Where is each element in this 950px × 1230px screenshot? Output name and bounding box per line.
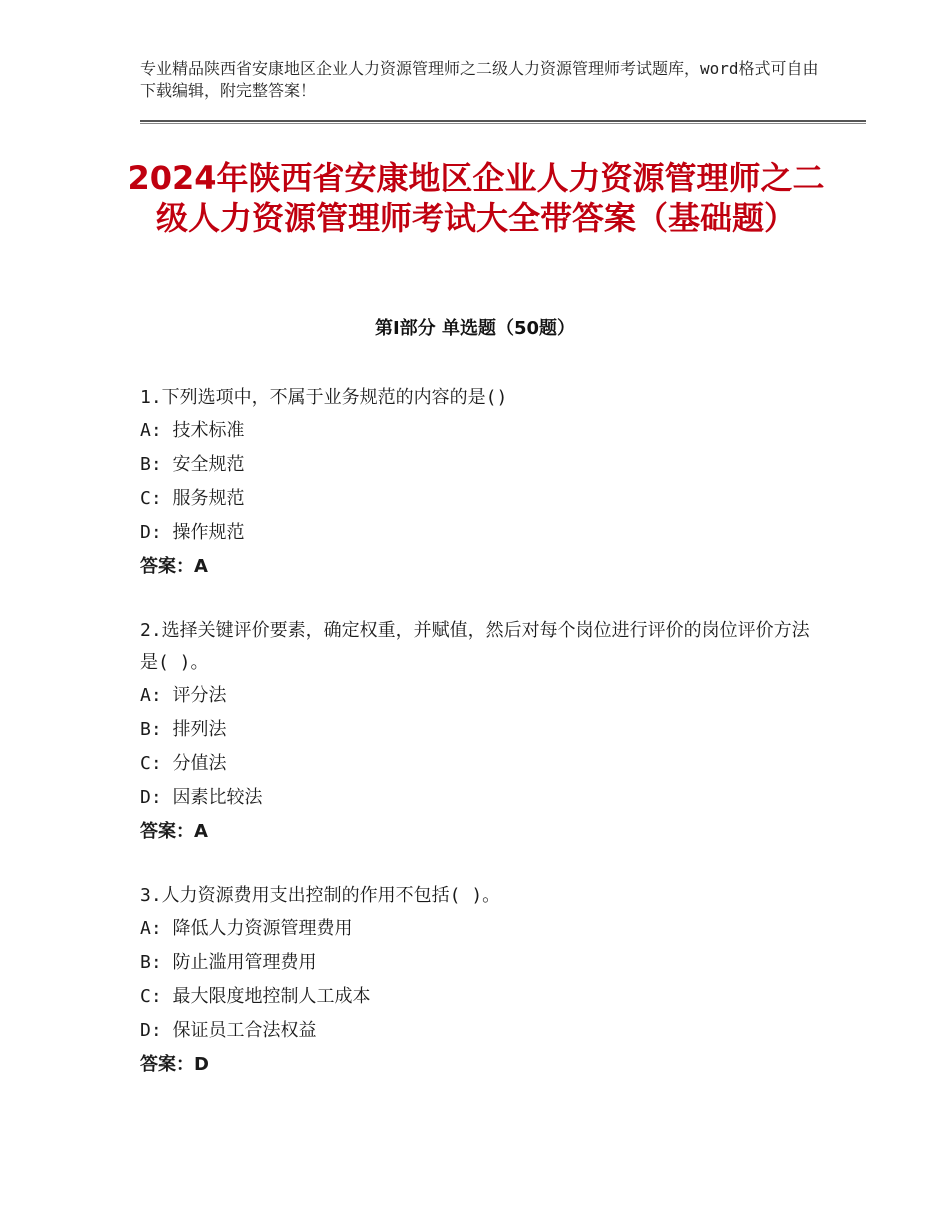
section-title: 第Ⅰ部分 单选题（50题） (374, 318, 575, 339)
header-note: 专业精品陕西省安康地区企业人力资源管理师之二级人力资源管理师考试题库，word格式可自由下载编辑，附完整答案！ (140, 59, 819, 100)
option-a: A: 降低人力资源管理费用 (140, 918, 353, 939)
question-list (140, 382, 820, 1113)
option-b: B: 防止滥用管理费用 (140, 952, 317, 973)
option-a: A: 评分法 (140, 685, 227, 706)
question-stem: 3.人力资源费用支出控制的作用不包括( )。 (140, 885, 501, 906)
answer: 答案：A (140, 821, 208, 842)
option-c: C: 最大限度地控制人工成本 (140, 986, 371, 1007)
answer: 答案：A (140, 556, 208, 577)
option-a: A: 技术标准 (140, 420, 245, 441)
answer: 答案：D (140, 1054, 209, 1075)
option-c: C: 分值法 (140, 753, 227, 774)
question-2 (140, 615, 820, 849)
option-c: C: 服务规范 (140, 488, 245, 509)
option-d: D: 操作规范 (140, 522, 245, 543)
header-divider (140, 120, 866, 124)
question-1 (140, 382, 820, 584)
option-b: B: 安全规范 (140, 454, 245, 475)
option-d: D: 保证员工合法权益 (140, 1020, 317, 1041)
document-title: 2024年陕西省安康地区企业人力资源管理师之二级人力资源管理师考试大全带答案（基础题） (127, 159, 825, 237)
option-b: B: 排列法 (140, 719, 227, 740)
question-3 (140, 880, 820, 1082)
question-stem: 1.下列选项中，不属于业务规范的内容的是() (140, 387, 508, 408)
question-stem: 2.选择关键评价要素，确定权重，并赋值，然后对每个岗位进行评价的岗位评价方法是( )。 (140, 620, 810, 673)
option-d: D: 因素比较法 (140, 787, 263, 808)
